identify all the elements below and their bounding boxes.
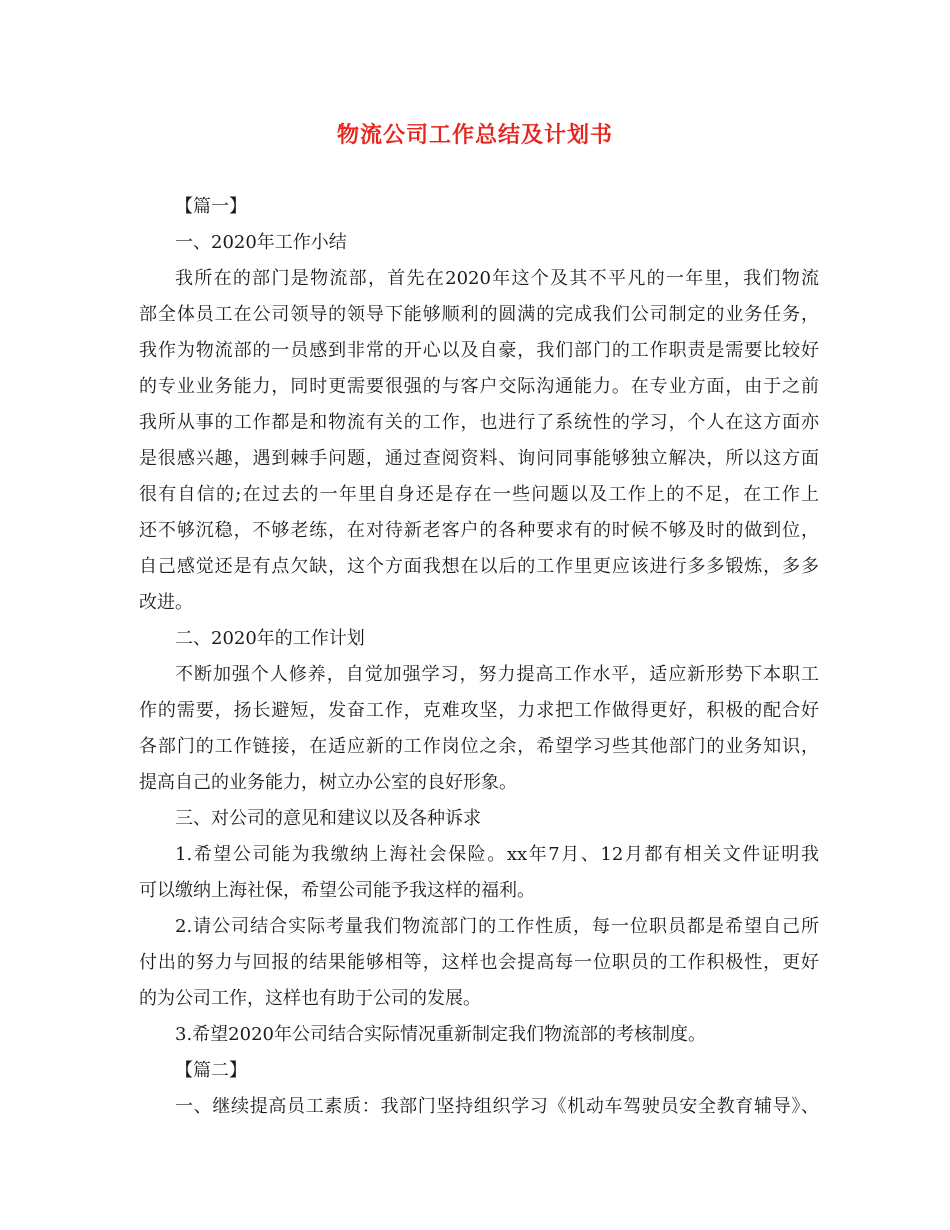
text-line-content: 1.希望公司能为我缴纳上海社会保险。xx年7月、12月都有相关文件证明我 <box>175 844 819 865</box>
text-line <box>139 765 819 801</box>
document-title: 物流公司工作总结及计划书 <box>336 122 613 148</box>
text-line-content: 三、对公司的意见和建议以及各种诉求 <box>175 808 481 829</box>
text-line-content: 一、2020年工作小结 <box>175 232 347 253</box>
text-line-content: 各部门的工作链接，在适应新的工作岗位之余，希望学习些其他部门的业务知识， <box>139 736 819 757</box>
text-line <box>139 225 819 261</box>
text-line-content: 【篇一】 <box>175 196 247 217</box>
text-line-content: 还不够沉稳，不够老练，在对待新老客户的各种要求有的时候不够及时的做到位， <box>139 520 819 541</box>
text-line <box>139 549 819 585</box>
text-line-content: 我所在的部门是物流部，首先在2020年这个及其不平凡的一年里，我们物流 <box>175 268 819 289</box>
text-line <box>139 621 819 657</box>
text-line <box>139 729 819 765</box>
text-line <box>139 981 819 1017</box>
text-line <box>139 513 819 549</box>
text-line-content: 【篇二】 <box>175 1060 247 1081</box>
text-line-content: 是很感兴趣，遇到棘手问题，通过查阅资料、询问同事能够独立解决，所以这方面 <box>139 448 819 469</box>
text-line-content: 很有自信的;在过去的一年里自身还是存在一些问题以及工作上的不足，在工作上 <box>139 484 819 505</box>
text-line <box>139 477 819 513</box>
text-line <box>139 801 819 837</box>
text-line-content: 2.请公司结合实际考量我们物流部门的工作性质，每一位职员都是希望自己所 <box>175 916 819 937</box>
text-line-content: 不断加强个人修养，自觉加强学习，努力提高工作水平，适应新形势下本职工 <box>175 664 819 685</box>
text-line <box>139 369 819 405</box>
text-line <box>139 693 819 729</box>
text-line <box>139 1089 819 1125</box>
text-line <box>139 261 819 297</box>
text-line-content: 的专业业务能力，同时更需要很强的与客户交际沟通能力。在专业方面，由于之前 <box>139 376 819 397</box>
text-line <box>139 297 819 333</box>
text-line-content: 提高自己的业务能力，树立办公室的良好形象。 <box>139 772 517 793</box>
text-line-content: 我作为物流部的一员感到非常的开心以及自豪，我们部门的工作职责是需要比较好 <box>139 340 819 361</box>
text-line <box>139 585 819 621</box>
text-line <box>139 189 819 225</box>
text-line-content: 我所从事的工作都是和物流有关的工作，也进行了系统性的学习，个人在这方面亦 <box>139 412 819 433</box>
text-line-content: 可以缴纳上海社保，希望公司能予我这样的福利。 <box>139 880 535 901</box>
text-line <box>139 657 819 693</box>
text-line <box>139 873 819 909</box>
text-line <box>139 945 819 981</box>
text-line-content: 自己感觉还是有点欠缺，这个方面我想在以后的工作里更应该进行多多锻炼，多多 <box>139 556 819 577</box>
text-line <box>139 441 819 477</box>
text-line-content: 部全体员工在公司领导的领导下能够顺利的圆满的完成我们公司制定的业务任务， <box>139 304 819 325</box>
text-line <box>139 1017 819 1053</box>
text-line <box>139 333 819 369</box>
text-line-content: 二、2020年的工作计划 <box>175 628 365 649</box>
text-line-content: 一、继续提高员工素质：我部门坚持组织学习《机动车驾驶员安全教育辅导》、 <box>175 1096 819 1117</box>
text-line-content: 3.希望2020年公司结合实际情况重新制定我们物流部的考核制度。 <box>175 1024 706 1045</box>
text-line-content: 作的需要，扬长避短，发奋工作，克难攻坚，力求把工作做得更好，积极的配合好 <box>139 700 819 721</box>
text-line <box>139 405 819 441</box>
document-body <box>139 189 819 1125</box>
text-line <box>139 909 819 945</box>
text-line-content: 改进。 <box>139 592 193 613</box>
text-line <box>139 1053 819 1089</box>
text-line <box>139 837 819 873</box>
text-line-content: 的为公司工作，这样也有助于公司的发展。 <box>139 988 481 1009</box>
text-line-content: 付出的努力与回报的结果能够相等，这样也会提高每一位职员的工作积极性，更好 <box>139 952 819 973</box>
